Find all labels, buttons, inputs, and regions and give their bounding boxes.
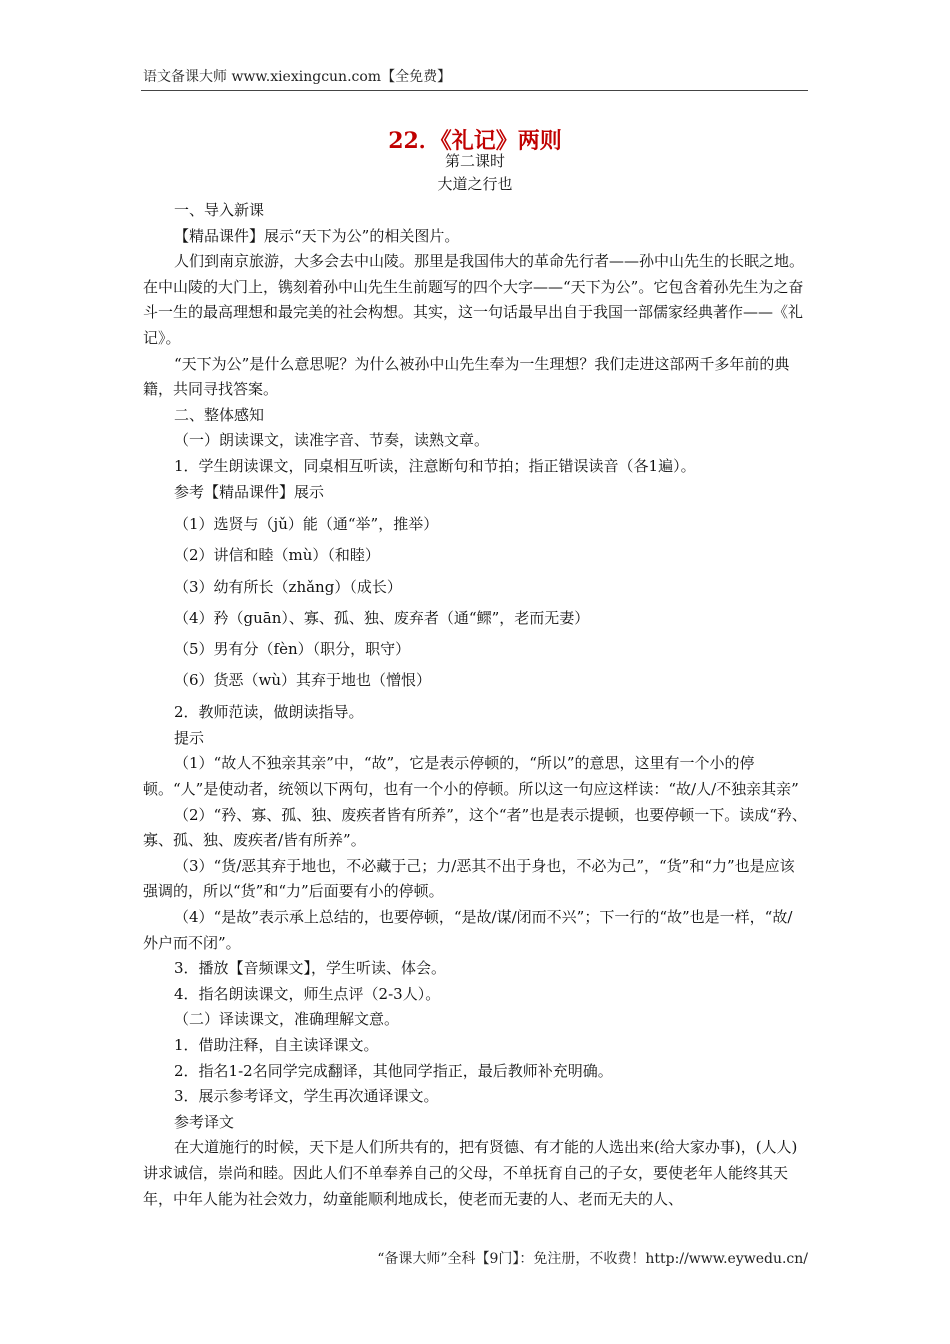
paragraph: （1）“故人不独亲其亲”中，“故”，它是表示停顿的，“所以”的意思，这里有一个小的停顿。“人”是使动者，统领以下两句，也有一个小的停顿。所以这一句应这样读：“故/人/不独亲其亲” [143,754,799,799]
header-divider [141,90,808,91]
section-title: 大道之行也 [437,175,513,193]
paragraph: 提示 [174,728,205,747]
lesson-label: 第二课时 [444,152,505,170]
paragraph: “天下为公”是什么意思呢？为什么被孙中山先生奉为一生理想？我们走进这部两千多年前的典籍，共同寻找答案。 [143,354,790,399]
paragraph: 参考译文 [174,1112,235,1131]
heading-overview: 二、整体感知 [174,405,265,424]
pronunciation-item: （3）幼有所长（zhǎng）（成长） [174,577,402,596]
pronunciation-item: （6）货恶（wù）其弃于地也（憎恨） [174,671,432,690]
paragraph: 参考【精品课件】展示 [174,482,325,501]
pronunciation-item: （5）男有分（fèn）（职分，职守） [174,639,411,658]
pronunciation-list [143,509,807,696]
page-header: 语文备课大师 www.xiexingcun.com【全免费】 [143,69,452,85]
pronunciation-item: （2）讲信和睦（mù）（和睦） [174,546,380,565]
paragraph: （一）朗读课文，读准字音、节奏，读熟文章。 [174,431,490,450]
paragraph: 在大道施行的时候，天下是人们所共有的，把有贤德、有才能的人选出来(给大家办事)，(人人)讲求诚信，崇尚和睦。因此人们不单奉养自己的父母，不单抚育自己的子女，要使老年人能终其天年，中年人能为社会效力，幼童能顺利地成长，使老而无妻的人、老而无夫的人、 [143,1138,798,1208]
paragraph: 4．指名朗读课文，师生点评（2-3人）。 [174,984,441,1003]
paragraph: 【精品课件】展示“天下为公”的相关图片。 [174,226,460,245]
pronunciation-item: （4）矜（guān）、寡、孤、独、废弃者（通“鳏”，老而无妻） [174,608,590,627]
paragraph: 2．指名1-2名同学完成翻译，其他同学指正，最后教师补充明确。 [174,1061,613,1080]
paragraph: （4）“是故”表示承上总结的，也要停顿，“是故/谋/闭而不兴”；下一行的“故”也是一样，“故/外户而不闭”。 [143,908,793,952]
page-footer: “备课大师”全科【9门】：免注册，不收费！http://www.eywedu.cn/ [377,1251,808,1267]
document-title: 22．《礼记》两则 [388,128,562,154]
paragraph: （二）译读课文，准确理解文意。 [174,1010,400,1029]
paragraph: （3）“货/恶其弃于地也，不必藏于己；力/恶其不出于身也，不必为己”，“货”和“力”也是应该强调的，所以“货”和“力”后面要有小的停顿。 [143,856,795,901]
paragraph: 2．教师范读，做朗读指导。 [174,703,364,722]
heading-intro: 一、导入新课 [174,201,265,219]
document-body [143,198,807,1212]
paragraph: 1．学生朗读课文，同桌相互听读，注意断句和节拍；指正错误读音（各1遍）。 [174,456,696,475]
pronunciation-item: （1）选贤与（jǔ）能（通“举”，推举） [174,515,439,534]
paragraph: 1．借助注释，自主读译课文。 [174,1035,379,1054]
paragraph: 3．播放【音频课文】，学生听读、体会。 [174,959,447,978]
paragraph: 3．展示参考译文，学生再次通译课文。 [174,1087,439,1106]
paragraph: 人们到南京旅游，大多会去中山陵。那里是我国伟大的革命先行者——孙中山先生的长眠之地。在中山陵的大门上，镌刻着孙中山先生生前题写的四个大字——“天下为公”。它包含着孙先生为之奋斗一生的最高理想和最完美的社会构想。其实，这一句话最早出自于我国一部儒家经典著作——《礼记》。 [143,252,805,347]
paragraph: （2）“矜、寡、孤、独、废疾者皆有所养”，这个“者”也是表示提顿，也要停顿一下。读成“矜、寡、孤、独、废疾者/皆有所养”。 [143,805,807,850]
